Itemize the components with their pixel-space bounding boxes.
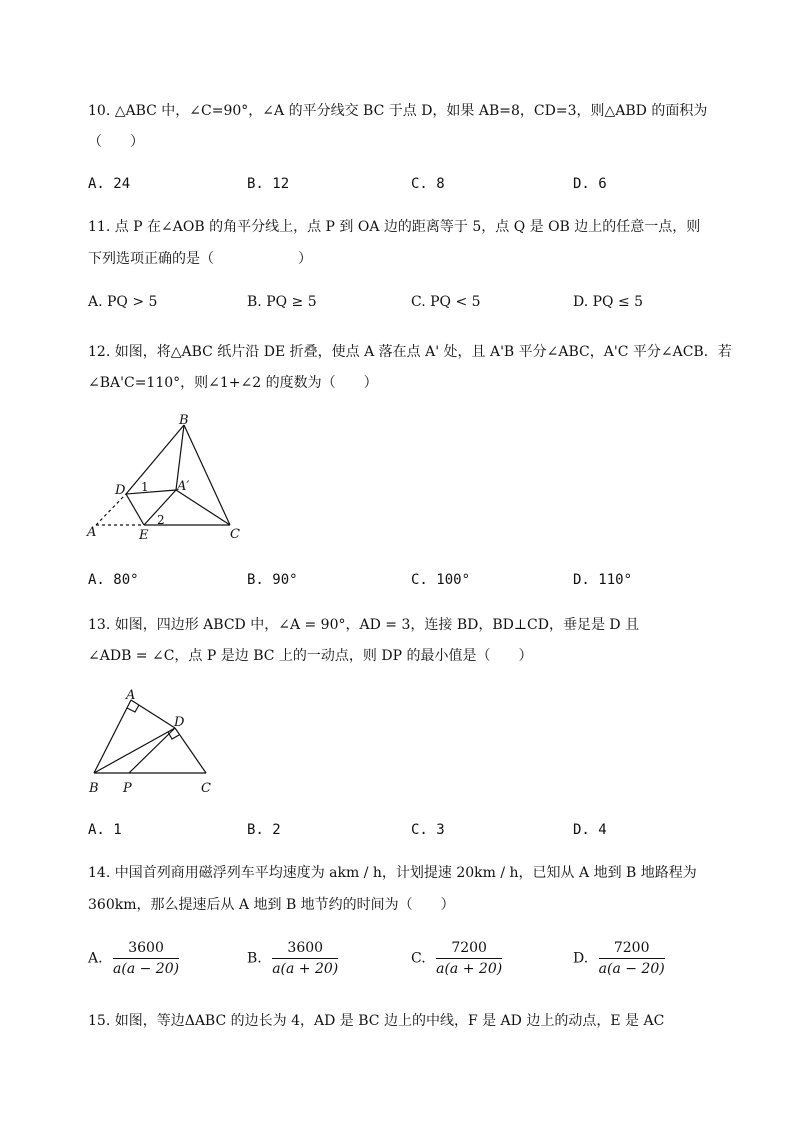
q14-option-d (573, 940, 665, 977)
q13-option-d: D. 4 (573, 822, 607, 838)
q14-option-b-numerator: 3600 (272, 940, 338, 959)
q12-angle-1-label: 1 (141, 480, 149, 494)
q14-option-c-denominator: a(a + 20) (436, 961, 503, 977)
q12-seg-AD-dashed (96, 494, 126, 525)
q10-stem-line2: （ ） (88, 134, 144, 150)
q11-option-c: C. PQ < 5 (411, 294, 481, 310)
q13-seg-DC (175, 728, 206, 773)
q11-stem-line2: 下列选项正确的是（ ） (88, 251, 312, 267)
q14-option-c-numerator: 7200 (436, 940, 502, 959)
q14-option-a-denominator: a(a − 20) (113, 961, 180, 977)
q14-option-d-denominator: a(a − 20) (598, 961, 665, 977)
q10-option-c: C. 8 (411, 176, 445, 192)
q12-angle-2-label: 2 (157, 513, 165, 527)
q13-label-C: C (201, 781, 211, 796)
q12-label-A: A (87, 525, 97, 540)
q13-option-b: B. 2 (247, 822, 281, 838)
q14-option-a-letter: A. (88, 950, 103, 967)
q12-label-A-prime: A′ (177, 479, 190, 494)
q12-figure (84, 412, 254, 547)
q12-stem-line2: ∠BA'C=110°，则∠1+∠2 的度数为（ ） (88, 375, 378, 391)
q15-stem-line1: 15. 如图，等边ΔABC 的边长为 4，AD 是 BC 边上的中线，F 是 AD 边上的动点，E 是 AC (88, 1013, 665, 1029)
q12-label-B: B (179, 413, 189, 428)
q12-option-a: A. 80° (88, 572, 139, 588)
q10-option-d: D. 6 (573, 176, 607, 192)
q13-stem-line1: 13. 如图，四边形 ABCD 中，∠A = 90°，AD = 3，连接 BD，BD⊥CD，垂足是 D 且 (88, 617, 640, 633)
q13-label-D: D (174, 715, 185, 730)
q14-option-c (411, 940, 502, 977)
q14-option-b-denominator: a(a + 20) (272, 961, 339, 977)
q12-label-C: C (230, 527, 240, 542)
q14-option-d-fraction (599, 940, 665, 977)
q13-label-B: B (89, 781, 99, 796)
q13-stem-line2: ∠ADB = ∠C，点 P 是边 BC 上的一动点，则 DP 的最小值是（ ） (88, 648, 533, 664)
q14-option-a-numerator: 3600 (113, 940, 179, 959)
q13-seg-BD (94, 728, 175, 773)
q13-label-A: A (126, 688, 136, 703)
q14-option-b-letter: B. (247, 950, 262, 967)
q12-stem-line1: 12. 如图，将△ABC 纸片沿 DE 折叠，使点 A 落在点 A' 处，且 A'B 平分∠ABC，A'C 平分∠ACB．若 (88, 344, 732, 360)
q11-stem-line1: 11. 点 P 在∠AOB 的角平分线上，点 P 到 OA 边的距离等于 5，点 Q 是 OB 边上的任意一点，则 (88, 219, 701, 235)
q13-figure (84, 686, 224, 798)
q11-option-b: B. PQ ≥ 5 (247, 294, 317, 310)
q12-seg-DE (126, 494, 144, 525)
q12-option-b: B. 90° (247, 572, 298, 588)
q13-seg-AD (131, 700, 175, 728)
q12-option-c: C. 100° (411, 572, 471, 588)
q14-option-b (247, 940, 338, 977)
q14-option-a (88, 940, 179, 977)
q12-seg-DA-prime (126, 490, 176, 494)
q14-option-b-fraction (272, 940, 338, 977)
q14-stem-line1: 14. 中国首列商用磁浮列车平均速度为 akm / h，计划提速 20km / h，已知从 A 地到 B 地路程为 (88, 865, 697, 881)
q14-option-d-numerator: 7200 (599, 940, 665, 959)
q14-stem-line2: 360km，那么提速后从 A 地到 B 地节约的时间为（ ） (88, 897, 455, 913)
q10-option-b: B. 12 (247, 176, 290, 192)
q14-option-c-letter: C. (411, 950, 426, 967)
q11-option-d: D. PQ ≤ 5 (573, 294, 644, 310)
q11-option-a: A. PQ > 5 (88, 294, 158, 310)
q12-seg-DB (126, 425, 184, 494)
q12-label-D: D (115, 483, 126, 498)
q12-option-d: D. 110° (573, 572, 633, 588)
q10-stem-line1: 10. △ABC 中，∠C=90°，∠A 的平分线交 BC 于点 D，如果 AB=8，CD=3，则△ABD 的面积为 (88, 103, 708, 119)
q13-seg-DP (129, 728, 175, 773)
q14-option-c-fraction (436, 940, 502, 977)
q13-right-angle-A (127, 705, 139, 712)
q13-label-P: P (123, 781, 132, 796)
q13-option-c: C. 3 (411, 822, 445, 838)
q10-option-a: A. 24 (88, 176, 131, 192)
q12-label-E: E (139, 528, 149, 543)
q14-option-a-fraction (113, 940, 179, 977)
q13-option-a: A. 1 (88, 822, 122, 838)
q14-option-d-letter: D. (573, 950, 589, 967)
